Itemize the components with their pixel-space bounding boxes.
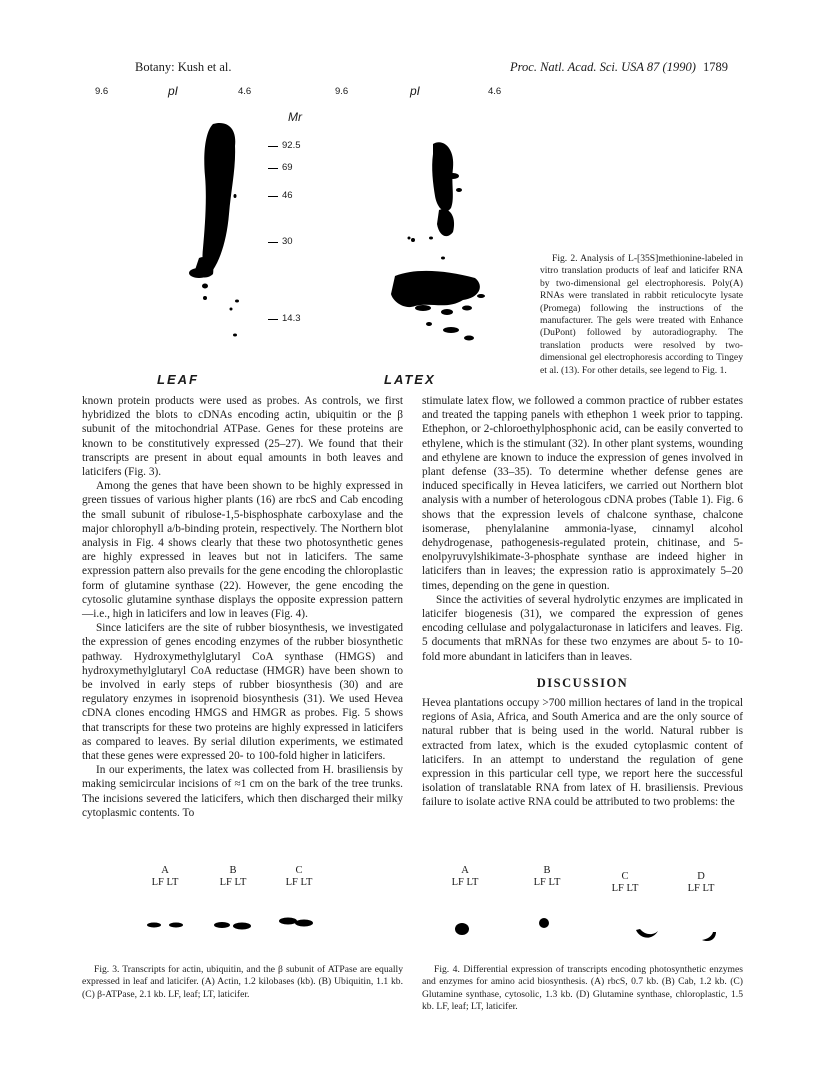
lane-letter: B <box>543 865 551 876</box>
leaf-spot <box>230 308 233 311</box>
latex-spot <box>477 294 485 298</box>
band-b-lt <box>233 923 251 930</box>
leaf-main-spot <box>202 123 235 273</box>
lane-header <box>600 871 650 895</box>
figure-3-caption <box>82 964 403 1001</box>
leaf-pi-low: 9.6 <box>95 86 109 97</box>
paragraph: stimulate latex flow, we followed a common practice of rubber estates and treated the tapping panels with ethephon 1 week prior to tapping. Ethephon, or 2-chloroethylphosphonic acid, can be easily converted to ethylene, which is the stimulant (32). In other plant systems, wounding and ethylene are known to induce the expression of genes involved in plant defense (33–35). To determine whether defense genes are induced specifically in Hevea laticifers, we carried out Northern blot analysis with a number of heterologous cDNA probes (Table 1). Fig. 6 shows that the expression levels of chalcone synthase, chalcone isomerase, phenylalanine ammonia-lyase, cinnamyl alcohol dehydrogenase, pathogenesis-regulated protein, chitinase, and 5-enolpyruvylshikimate-3-phosphate synthase are indeed higher in laticifers than in leaves; the expression ratio is approximately 5–20 times, depending on the gene in question. <box>422 395 743 592</box>
latex-spot <box>415 305 431 311</box>
latex-spot <box>399 278 411 284</box>
latex-spot <box>456 188 462 192</box>
lane-sub: LF LT <box>151 877 179 888</box>
leaf-spot <box>202 284 208 289</box>
band-b-lf <box>539 918 549 928</box>
lane-header <box>440 865 490 889</box>
latex-spot <box>464 336 474 341</box>
paragraph: Hevea plantations occupy >700 million hectares of land in the tropical regions of Asia, Africa, and South America and are the only source of natural rubber that is being used in the world. Natural rubber is extracted from latex, which is the exuded cytoplasmic content of laticifers. In an attempt to understand the regulation of gene expression in this particular cell type, we report here the successful isolation of translatable RNA from latex of H. brasiliensis. Previous failure to isolate active RNA could be attributed to two problems: the <box>422 697 743 809</box>
latex-gel-label: LATEX <box>384 372 436 387</box>
leaf-spot <box>233 334 237 337</box>
band-d-lt <box>702 932 716 941</box>
journal-citation: Proc. Natl. Acad. Sci. USA 87 (1990) <box>510 60 696 74</box>
mr-marker: 92.5 <box>282 140 301 151</box>
leaf-pi-label: pI <box>168 84 179 98</box>
leaf-spot <box>203 296 207 300</box>
paragraph: Among the genes that have been shown to be highly expressed in green tissues of various higher plants (16) are rbcS and Cab encoding the small subunit of ribulose-1,5-bisphosphate carboxylase and the major chlorophyll a/b-binding protein, respectively. The Northern blot analysis in Fig. 4 shows clearly that these two photosynthetic genes are highly expressed in leaves but not in laticifers. The same expression pattern also prevails for the gene encoding the chloroplastic form of glutamine synthase (22). However, the gene encoding the cytosolic glutamine synthase displays the opposite expression pattern—i.e., high in laticifers and low in leaves (Fig. 4). <box>82 480 403 621</box>
figure-4-blot <box>440 895 730 950</box>
latex-spot <box>441 309 453 315</box>
page-number: 1789 <box>703 60 728 74</box>
leaf-spot <box>231 140 235 144</box>
latex-mid-cluster <box>437 209 454 236</box>
lane-sub: LF LT <box>687 883 715 894</box>
mr-marker: 46 <box>282 190 293 201</box>
lane-letter: B <box>229 865 237 876</box>
paragraph: known protein products were used as probes. As controls, we first hybridized the blots to cDNAs encoding actin, ubiquitin or the β subunit of the mitochondrial ATPase. Genes for these proteins are known to be constitutively expressed (25–27). We found that their transcripts are present in about equal amounts in both leaves and laticifers (Fig. 3). <box>82 395 403 479</box>
lane-sub: LF LT <box>611 883 639 894</box>
mr-marker: 30 <box>282 236 293 247</box>
latex-spot <box>411 238 415 242</box>
mr-marker: 69 <box>282 162 293 173</box>
figure-3-blot <box>140 895 340 945</box>
lane-header <box>208 865 258 889</box>
lane-sub: LF LT <box>533 877 561 888</box>
paragraph: Since the activities of several hydrolytic enzymes are implicated in laticifer biogenesis (31), we compared the expression of genes encoding cellulase and polygalacturonase in laticifers and leaves. Fig. 5 documents that mRNAs for these two enzymes are about 5- to 10-fold more abundant in laticifers than in leaves. <box>422 593 743 663</box>
latex-spot <box>408 237 411 240</box>
latex-spot <box>447 173 459 179</box>
leaf-gel-label: LEAF <box>157 372 199 387</box>
band-a-lt <box>169 923 183 928</box>
figure-3-caption-text: Fig. 3. Transcripts for actin, ubiquitin, and the β subunit of ATPase are equally expressed in leaf and laticifer. (A) Actin, 1.2 kilobases (kb). (B) Ubiquitin, 1.1 kb. (C) β-ATPase, 2.1 kb. LF, leaf; LT, laticifer. <box>82 964 403 1000</box>
latex-spot <box>462 306 472 311</box>
leaf-spot <box>234 194 237 198</box>
mr-label: Mr <box>288 110 302 124</box>
running-head: Botany: Kush et al. <box>135 60 232 74</box>
lane-sub: LF LT <box>451 877 479 888</box>
latex-spot <box>443 327 459 333</box>
figure-2-caption-text: Fig. 2. Analysis of L-[35S]methionine-labeled in vitro translation products of leaf and laticifer RNA by two-dimensional gel electrophoresis. Poly(A) RNAs were translated in rabbit reticulocyte lysate (Promega) following the instructions of the manufacturer. The gels were treated with Enhance (DuPont) followed by autoradiography. The translation products were resolved by two-dimensional gel electrophoresis according to Tingey et al. (13). For other details, see legend to Fig. 1. <box>540 253 743 376</box>
mr-marker: 14.3 <box>282 313 301 324</box>
lane-header <box>522 865 572 889</box>
lane-sub: LF LT <box>219 877 247 888</box>
lane-letter: C <box>295 865 303 876</box>
band-c-lf <box>279 918 297 925</box>
band-c-lt <box>636 929 658 938</box>
lane-sub: LF LT <box>285 877 313 888</box>
band-b-lf <box>214 922 230 928</box>
lane-header <box>676 871 726 895</box>
leaf-gel <box>95 98 265 353</box>
lane-header <box>140 865 190 889</box>
figure-4-caption <box>422 964 743 1014</box>
lane-letter: A <box>161 865 169 876</box>
mr-ticks <box>268 140 308 325</box>
leaf-spot <box>189 268 209 278</box>
latex-pi-high: 4.6 <box>488 86 502 97</box>
paragraph: In our experiments, the latex was collected from H. brasiliensis by making semicircular incisions of ≈1 cm on the bark of the tree trunks. The incisions severed the laticifers, which then discharged their milky cytoplasmic contents. To <box>82 764 403 819</box>
latex-pi-label: pI <box>410 84 421 98</box>
right-column <box>422 394 743 810</box>
band-a-lf <box>455 923 469 935</box>
lane-letter: D <box>697 871 705 882</box>
lane-letter: C <box>621 871 629 882</box>
latex-spot <box>429 237 433 240</box>
paragraph: Since laticifers are the site of rubber biosynthesis, we investigated the expression of genes encoding enzymes of the rubber biosynthetic pathway. Hydroxymethylglutaryl CoA synthase (HMGS) and hydroxymethylglutaryl CoA reductase (HMGR) have been shown to be involved in early steps of rubber biosynthesis (30) and are regulatory enzymes in isoprenoid biosynthesis (31). We used Hevea cDNA clones encoding HMGS and HMGR as probes. Fig. 5 shows that transcripts for these two proteins are highly expressed in laticifers as compared to leaves. By serial dilution experiments, we estimated that these genes were expressed 20- to 100-fold higher in laticifers. <box>82 622 403 763</box>
latex-lower-cluster <box>391 271 480 307</box>
lane-header <box>274 865 324 889</box>
leaf-pi-high: 4.6 <box>238 86 252 97</box>
figure-2-caption <box>540 253 743 377</box>
latex-gel <box>335 98 505 353</box>
figure-3 <box>140 865 340 945</box>
latex-spot <box>426 322 432 326</box>
lane-letter: A <box>461 865 469 876</box>
left-column <box>82 394 403 820</box>
figure-4-caption-text: Fig. 4. Differential expression of transcripts encoding photosynthetic enzymes and enzymes for amino acid biosynthesis. (A) rbcS, 0.7 kb. (B) Cab, 1.2 kb. (C) Glutamine synthase, cytosolic, 1.3 kb. (D) Glutamine synthase, chloroplastic, 1.5 kb. LF, leaf; LT, laticifer. <box>422 964 743 1013</box>
latex-pi-low: 9.6 <box>335 86 349 97</box>
leaf-spot <box>235 300 239 303</box>
figure-4 <box>440 865 730 950</box>
band-c-lt <box>295 920 313 927</box>
latex-spot <box>441 257 445 260</box>
discussion-heading: DISCUSSION <box>536 675 629 690</box>
band-a-lf <box>147 923 161 928</box>
